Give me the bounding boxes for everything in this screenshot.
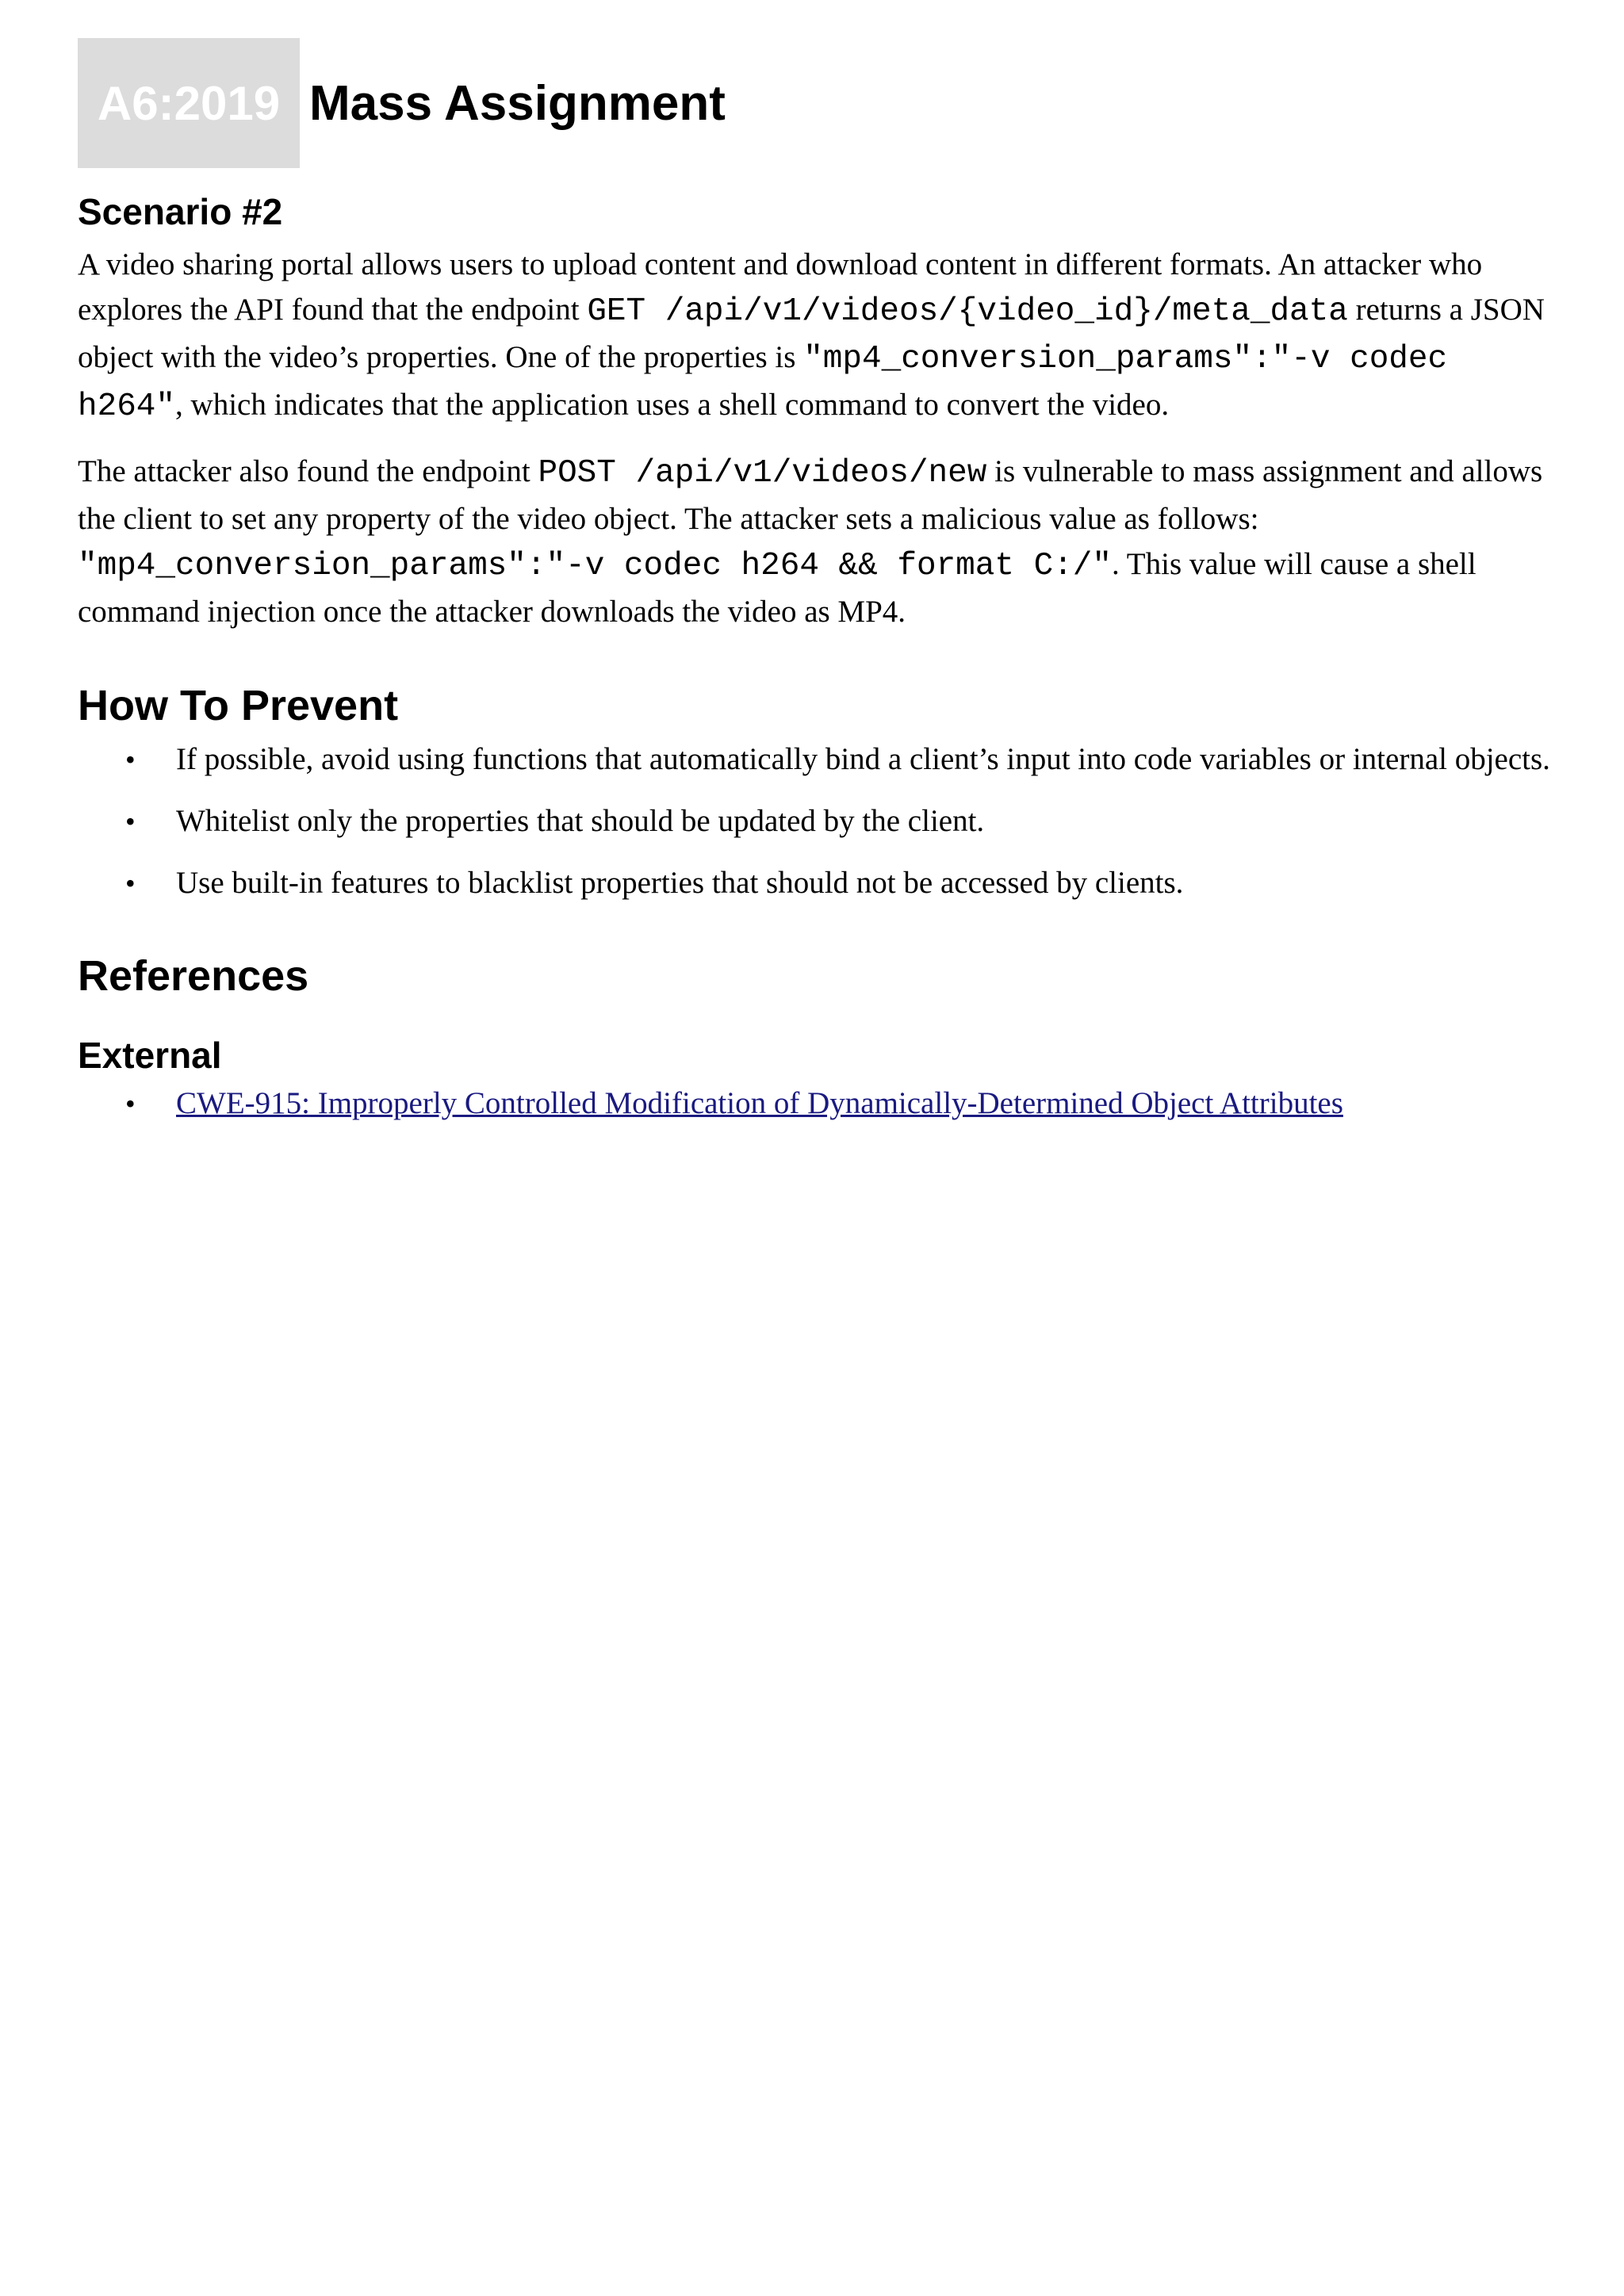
list-item-text: If possible, avoid using functions that automatically bind a client’s input into code variables or internal objects. [176, 741, 1550, 776]
endpoint-code: GET /api/v1/videos/{video_id}/meta_data [587, 293, 1348, 331]
paragraph-text: returns a JSON object with the video’s properties. One of the properties is [78, 293, 1545, 375]
page-title: Mass Assignment [309, 75, 726, 131]
bullet-icon: • [125, 1087, 136, 1119]
document-page [78, 38, 1553, 1144]
risk-badge: A6:2019 [78, 38, 300, 168]
property-code: "mp4_conversion_params":"-v codec h264" [78, 341, 1448, 426]
how-to-prevent-heading: How To Prevent [78, 682, 399, 730]
paragraph-text: . This value will cause a shell command injection once the attacker downloads the video as MP4. [78, 547, 1477, 629]
bullet-icon: • [125, 805, 136, 837]
references-list [78, 1082, 1553, 1125]
scenario-heading: Scenario #2 [78, 191, 283, 232]
paragraph-text: The attacker also found the endpoint [78, 454, 538, 489]
list-item [78, 862, 1553, 905]
prevention-list [78, 738, 1553, 905]
scenario-paragraph-2 [78, 449, 1553, 634]
external-heading: External [78, 1034, 222, 1076]
scenario-paragraph-1 [78, 242, 1553, 430]
malicious-value-code: "mp4_conversion_params":"-v codec h264 && format C:/" [78, 548, 1113, 585]
list-item [78, 1082, 1553, 1125]
bullet-icon: • [125, 743, 136, 775]
bullet-icon: • [125, 867, 136, 899]
paragraph-text: , which indicates that the application uses a shell command to convert the video. [175, 388, 1170, 423]
cwe-915-link[interactable]: CWE-915: Improperly Controlled Modification of Dynamically-Determined Object Attributes [176, 1085, 1343, 1120]
title-row [78, 38, 1553, 168]
endpoint-code: POST /api/v1/videos/new [538, 455, 987, 492]
paragraph-text: A video sharing portal allows users to upload content and download content in different formats. An attacker who explores the API found that the endpoint [78, 247, 1483, 327]
list-item-text: Use built-in features to blacklist properties that should not be accessed by clients. [176, 865, 1184, 900]
paragraph-text: is vulnerable to mass assignment and allows the client to set any property of the video object. The attacker sets a malicious value as follows: [78, 454, 1543, 537]
list-item [78, 800, 1553, 843]
list-item-text: Whitelist only the properties that should be updated by the client. [176, 803, 985, 838]
list-item [78, 738, 1553, 781]
references-heading: References [78, 951, 309, 1000]
